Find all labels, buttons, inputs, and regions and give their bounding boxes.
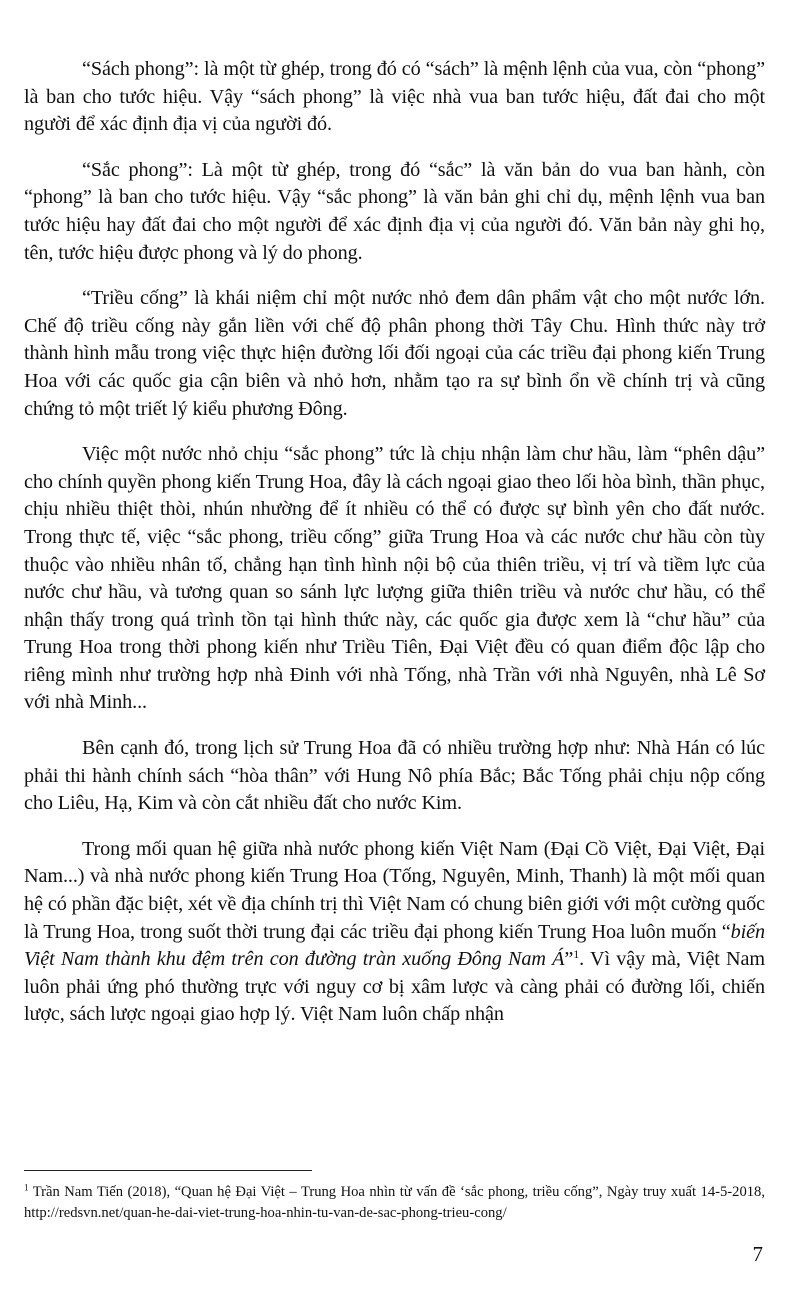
italic-quotation: biến Việt Nam thành khu đệm trên con đường tràn xuống Đông Nam Á xyxy=(24,920,765,971)
footnote-reference: 1 xyxy=(573,947,580,962)
footnote-text: Trần Nam Tiến (2018), “Quan hệ Đại Việt – Trung Hoa nhìn từ vấn đề ‘sắc phong, triều cống”, Ngày truy xuất 14-5-2018, http://redsvn.net/quan-he-dai-viet-trung-hoa-nhin-tu-van-de-sac-phong-trieu-cong/ xyxy=(24,1184,765,1221)
paragraph-quan-he-viet-trung xyxy=(24,836,765,1029)
page-number: 7 xyxy=(752,1242,763,1266)
footnote-marker: 1 xyxy=(24,1182,29,1193)
paragraph-text-before: Trong mối quan hệ giữa nhà nước phong kiến Việt Nam (Đại Cồ Việt, Đại Việt, Đại Nam...) và nhà nước phong kiến Trung Hoa (Tống, Nguyên, Minh, Thanh) là một mối quan hệ có phần đặc biệt, xét về địa chính trị thì Việt Nam có chung biên giới với một cường quốc là Trung Hoa, trong suốt thời trung đại các triều đại phong kiến Trung Hoa luôn muốn “ xyxy=(24,837,765,943)
paragraph-chu-hau: Việc một nước nhỏ chịu “sắc phong” tức là chịu nhận làm chư hầu, làm “phên dậu” cho chính quyền phong kiến Trung Hoa, đây là cách ngoại giao theo lối hòa bình, thần phục, chịu nhiều thiệt thòi, nhún nhường để ít nhiều có thể có được sự bình yên cho đất nước. Trong thực tế, việc “sắc phong, triều cống” giữa Trung Hoa và các nước chư hầu còn tùy thuộc vào nhiều nhân tố, chẳng hạn tình hình nội bộ của thiên triều, vị trí và tiềm lực của nước chư hầu, và tương quan so sánh lực lượng giữa thiên triều và nước chư hầu, có thể nhận thấy trong quá trình tồn tại hình thức này, các quốc gia được xem là “chư hầu” của Trung Hoa trong thời phong kiến như Triều Tiên, Đại Việt đều có quan điểm độc lập cho riêng mình như trường hợp nhà Đinh với nhà Tống, nhà Trần với nhà Nguyên, nhà Lê Sơ với nhà Minh... xyxy=(24,443,765,714)
footnote-divider xyxy=(24,1170,312,1171)
paragraph-text-after: . Vì vậy mà, Việt Nam luôn phải ứng phó thường trực với nguy cơ bị xâm lược và càng phải có đường lối, chiến lược, sách lược ngoại giao hợp lý. Việt Nam luôn chấp nhận xyxy=(24,948,765,1026)
closing-quote: ” xyxy=(564,948,574,971)
paragraph-sach-phong: “Sách phong”: là một từ ghép, trong đó có “sách” là mệnh lệnh của vua, còn “phong” là ban cho tước hiệu. Vậy “sách phong” là việc nhà vua ban tước hiệu, đất đai cho một người để xác định địa vị của người đó. xyxy=(24,58,765,136)
paragraph-trieu-cong: “Triều cống” là khái niệm chỉ một nước nhỏ đem dân phẩm vật cho một nước lớn. Chế độ triều cống này gắn liền với chế độ phân phong thời Tây Chu. Hình thức này trở thành hình mẫu trong việc thực hiện đường lối đối ngoại của các triều đại phong kiến Trung Hoa với các quốc gia cận biên và nhỏ hơn, nhằm tạo ra sự bình ổn về chính trị và cũng chứng tỏ một triết lý kiểu phương Đông. xyxy=(24,287,765,420)
paragraph-sac-phong: “Sắc phong”: Là một từ ghép, trong đó “sắc” là văn bản do vua ban hành, còn “phong” là ban cho tước hiệu. Vậy “sắc phong” là văn bản ghi chỉ dụ, mệnh lệnh vua ban tước hiệu hay đất đai cho một người để xác định địa vị của người đó. Văn bản này ghi họ, tên, tước hiệu được phong và lý do phong. xyxy=(24,158,765,264)
paragraph-lich-su-trung-hoa: Bên cạnh đó, trong lịch sử Trung Hoa đã có nhiều trường hợp như: Nhà Hán có lúc phải thi hành chính sách “hòa thân” với Hung Nô phía Bắc; Bắc Tống phải chịu nộp cống cho Liêu, Hạ, Kim và còn cắt nhiều đất cho nước Kim. xyxy=(24,737,765,815)
footnote xyxy=(24,1182,765,1224)
